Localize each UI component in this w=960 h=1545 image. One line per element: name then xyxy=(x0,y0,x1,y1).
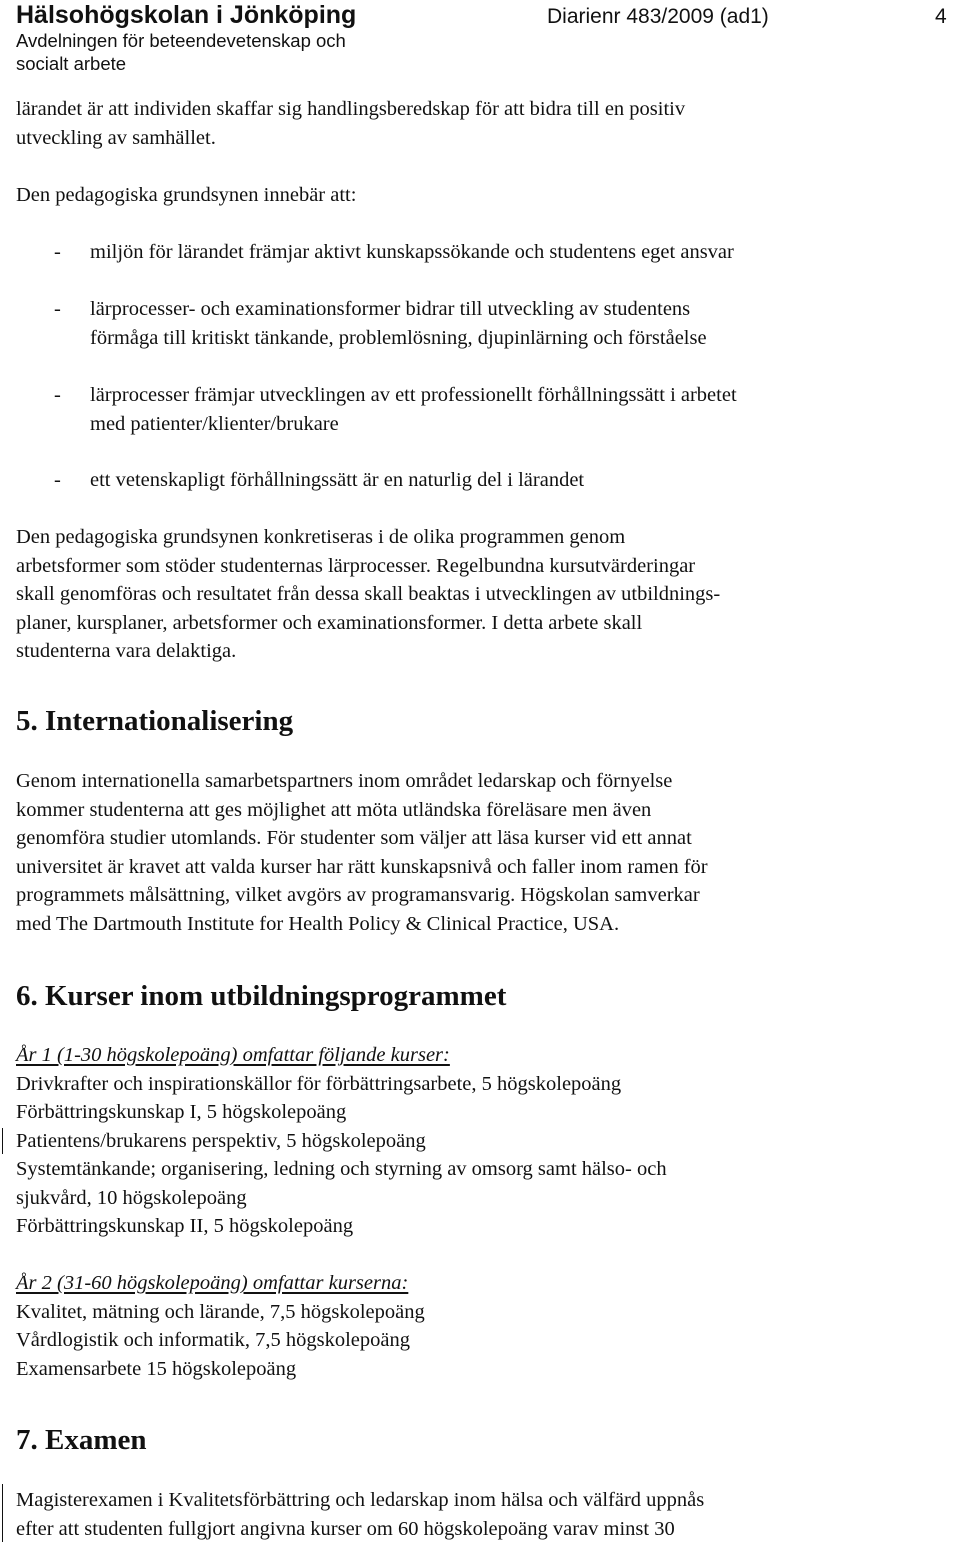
course-item: Kvalitet, mätning och lärande, 7,5 högskolepoäng xyxy=(16,1300,425,1323)
text-line: planer, kursplaner, arbetsformer och examinationsformer. I detta arbete skall xyxy=(16,611,643,634)
pedagogy-lead xyxy=(16,181,944,210)
course-item: Vårdlogistik och informatik, 7,5 högskolepoäng xyxy=(16,1329,410,1351)
pedagogy-bullet xyxy=(16,238,944,267)
department-name-line-1: Avdelningen för beteendevetenskap och xyxy=(16,30,346,51)
course-item: Förbättringskunskap II, 5 högskolepoäng xyxy=(16,1215,354,1237)
dash-marker: - xyxy=(54,384,61,406)
institution-name: Hälsohögskolan i Jönköping xyxy=(16,1,357,29)
text-line: Den pedagogiska grundsynen innebär att: xyxy=(16,184,357,206)
text-line: Genom internationella samarbetspartners inom området ledarskap och förnyelse xyxy=(16,770,673,792)
text-line: lärprocesser främjar utvecklingen av ett professionellt förhållningssätt i arbetet xyxy=(90,384,737,406)
examen-paragraph xyxy=(16,1486,944,1543)
change-bar xyxy=(2,1484,3,1542)
intro-paragraph xyxy=(16,95,944,152)
section-heading-examen: 7. Examen xyxy=(16,1424,147,1456)
pedagogy-paragraph xyxy=(16,523,944,666)
change-bar xyxy=(2,1128,3,1154)
course-item: Patientens/brukarens perspektiv, 5 högskolepoäng xyxy=(16,1129,426,1152)
text-line: Magisterexamen i Kvalitetsförbättring och ledarskap inom hälsa och välfärd uppnås xyxy=(16,1489,705,1511)
text-line: programmets målsättning, vilket avgörs av programansvarig. Högskolan samverkar xyxy=(16,884,700,906)
text-line: skall genomföras och resultatet från dessa skall beaktas i utvecklingen av utbildnings- xyxy=(16,583,721,605)
course-item: Systemtänkande; organisering, ledning och styrning av omsorg samt hälso- och xyxy=(16,1158,667,1180)
dash-marker: - xyxy=(54,241,61,263)
course-item: Examensarbete 15 högskolepoäng xyxy=(16,1357,297,1380)
section-heading-internationalisering: 5. Internationalisering xyxy=(16,705,294,737)
year-2-courses xyxy=(16,1269,944,1383)
year-1-title: År 1 (1-30 högskolepoäng) omfattar följande kurser: xyxy=(16,1044,450,1066)
section-heading-kurser: 6. Kurser inom utbildningsprogrammet xyxy=(16,980,507,1012)
text-line: utveckling av samhället. xyxy=(16,126,216,149)
course-item: sjukvård, 10 högskolepoäng xyxy=(16,1186,247,1209)
department-name-line-2: socialt arbete xyxy=(16,53,127,74)
text-line: arbetsformer som stöder studenternas lärprocesser. Regelbundna kursutvärderingar xyxy=(16,554,696,577)
course-item: Förbättringskunskap I, 5 högskolepoäng xyxy=(16,1101,347,1123)
text-line: lärandet är att individen skaffar sig handlingsberedskap för att bidra till en positiv xyxy=(16,98,686,120)
text-line: Den pedagogiska grundsynen konkretiseras i de olika programmen genom xyxy=(16,526,626,548)
text-line: studenterna vara delaktiga. xyxy=(16,640,237,662)
text-line: kommer studenterna att ges möjlighet att möta utländska föreläsare men även xyxy=(16,798,652,821)
text-line: universitet är kravet att valda kurser har rätt kunskapsnivå och faller inom ramen för xyxy=(16,855,708,878)
pedagogy-bullet xyxy=(16,466,944,495)
text-line: genomföra studier utomlands. För studenter som väljer att läsa kurser vid ett annat xyxy=(16,827,692,849)
pedagogy-bullet xyxy=(16,295,944,352)
diarienr: Diarienr 483/2009 (ad1) xyxy=(547,5,769,28)
year-2-title: År 2 (31-60 högskolepoäng) omfattar kurserna: xyxy=(16,1272,409,1294)
text-line: ett vetenskapligt förhållningssätt är en naturlig del i lärandet xyxy=(90,469,585,491)
page-number: 4 xyxy=(935,5,947,28)
dash-marker: - xyxy=(54,469,61,491)
year-1-courses xyxy=(16,1041,944,1241)
text-line: förmåga till kritiskt tänkande, problemlösning, djupinlärning och förståelse xyxy=(90,326,707,349)
text-line: efter att studenten fullgjort angivna kurser om 60 högskolepoäng varav minst 30 xyxy=(16,1517,675,1540)
text-line: med The Dartmouth Institute for Health Policy & Clinical Practice, USA. xyxy=(16,912,620,935)
pedagogy-bullet xyxy=(16,381,944,438)
text-line: med patienter/klienter/brukare xyxy=(90,412,339,435)
text-line: miljön för lärandet främjar aktivt kunskapssökande och studentens eget ansvar xyxy=(90,241,734,263)
internationalisering-paragraph xyxy=(16,767,944,938)
course-item: Drivkrafter och inspirationskällor för förbättringsarbete, 5 högskolepoäng xyxy=(16,1072,622,1095)
text-line: lärprocesser- och examinationsformer bidrar till utveckling av studentens xyxy=(90,298,691,320)
dash-marker: - xyxy=(54,298,61,320)
